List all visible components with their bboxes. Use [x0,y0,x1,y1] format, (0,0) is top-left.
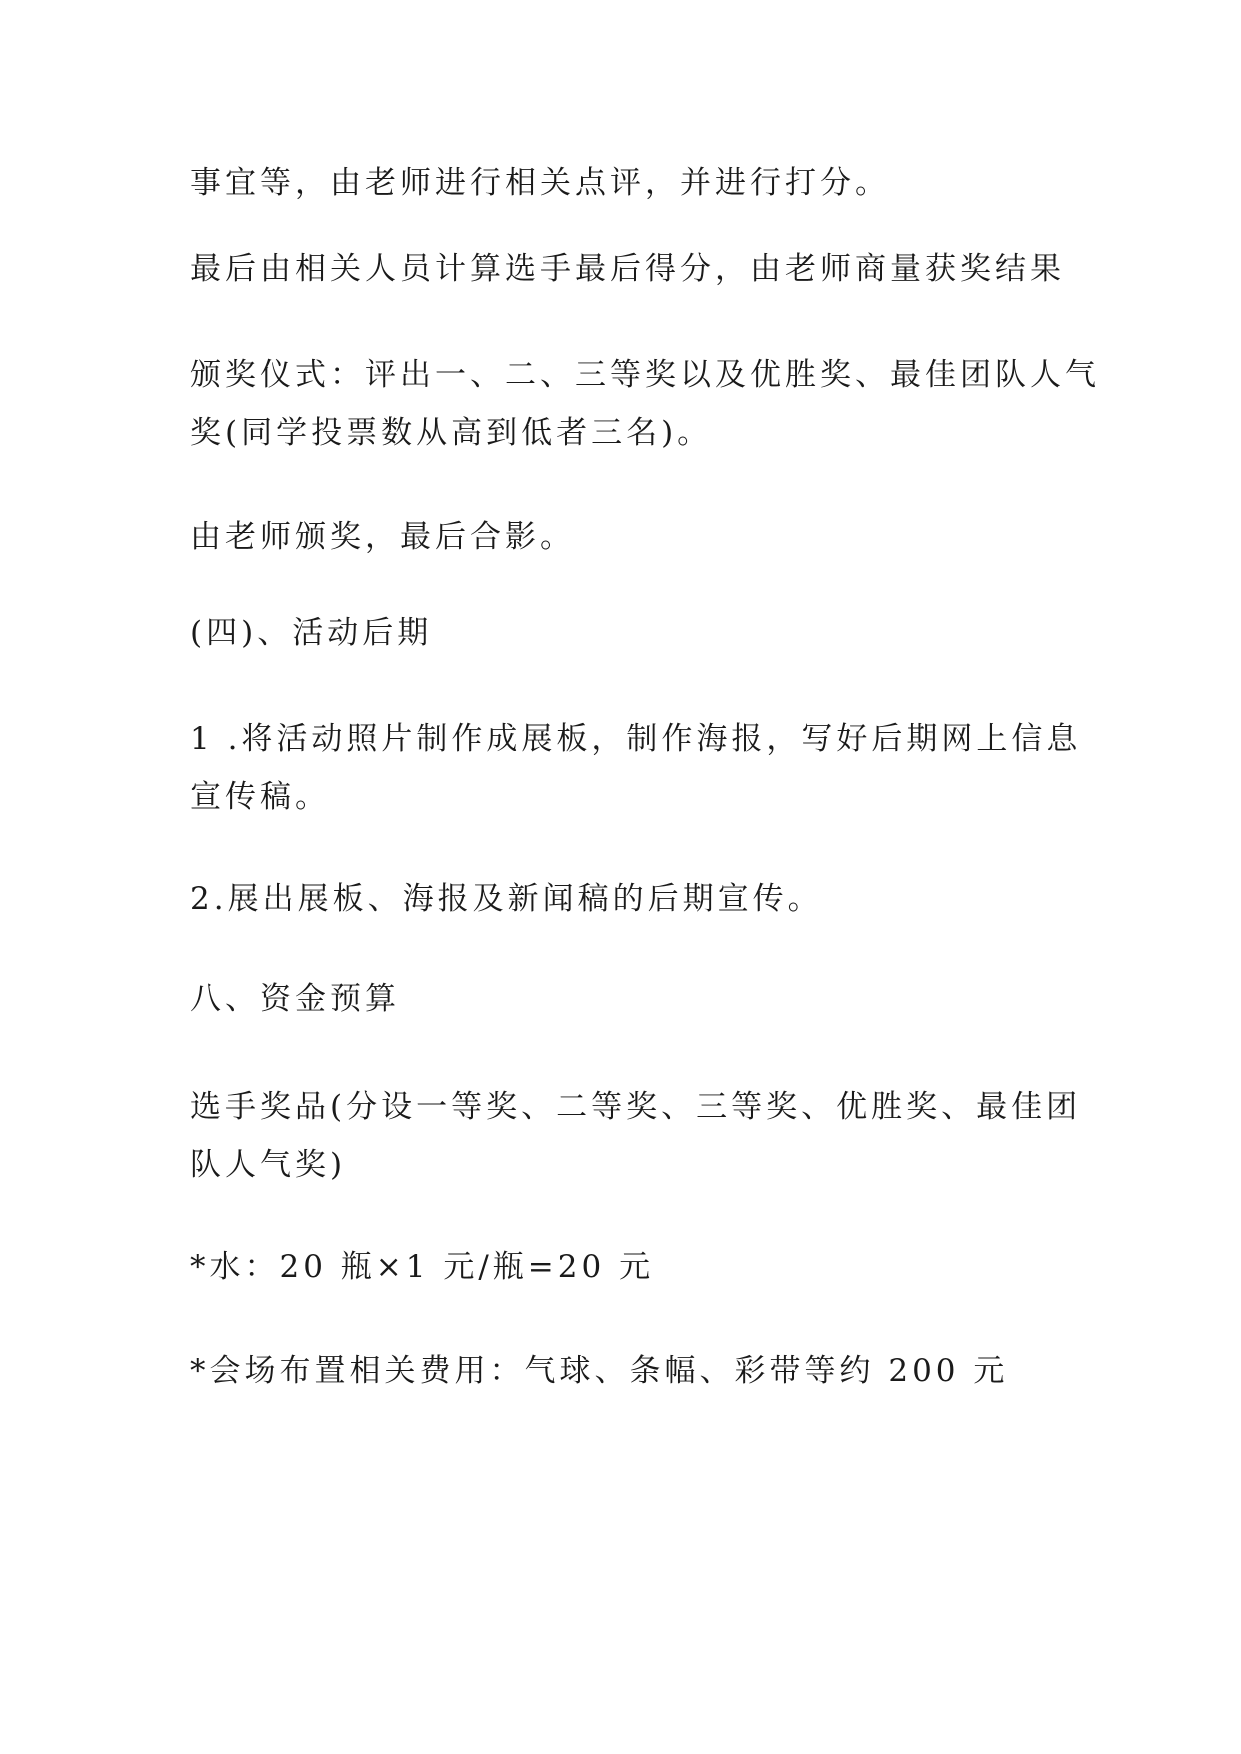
text-line: 事宜等，由老师进行相关点评，并进行打分。 [190,165,890,201]
budget-item-water [190,1238,1070,1296]
text-line: 八、资金预算 [190,981,400,1017]
paragraph-awarding [190,508,1070,566]
section-heading-post-activity [190,604,1070,662]
paragraph-evaluation [190,154,1070,212]
text-line: (四)、活动后期 [190,615,433,651]
text-line: 颁奖仪式：评出一、二、三等奖以及优胜奖、最佳团队人气 [190,357,1100,393]
paragraph-prizes [190,1078,1082,1194]
paragraph-final-score [190,240,1070,298]
paragraph-post-item-2 [190,870,1070,928]
text-line: *会场布置相关费用：气球、条幅、彩带等约 200 元 [190,1353,1009,1389]
text-line: 2.展出展板、海报及新闻稿的后期宣传。 [190,881,823,917]
text-line: 队人气奖) [190,1147,347,1183]
text-line: 最后由相关人员计算选手最后得分，由老师商量获奖结果 [190,251,1065,287]
paragraph-award-ceremony [190,346,1100,462]
text-line: 由老师颁奖，最后合影。 [190,519,575,555]
text-line: 选手奖品(分设一等奖、二等奖、三等奖、优胜奖、最佳团 [190,1089,1082,1125]
text-line: 宣传稿。 [190,779,330,815]
section-heading-budget [190,970,1070,1028]
text-line: 1 .将活动照片制作成展板，制作海报，写好后期网上信息 [190,721,1082,757]
text-line: 奖(同学投票数从高到低者三名)。 [190,415,713,451]
paragraph-post-item-1 [190,710,1082,826]
text-line: *水：20 瓶×1 元/瓶=20 元 [190,1249,655,1285]
budget-item-venue [190,1342,1070,1400]
